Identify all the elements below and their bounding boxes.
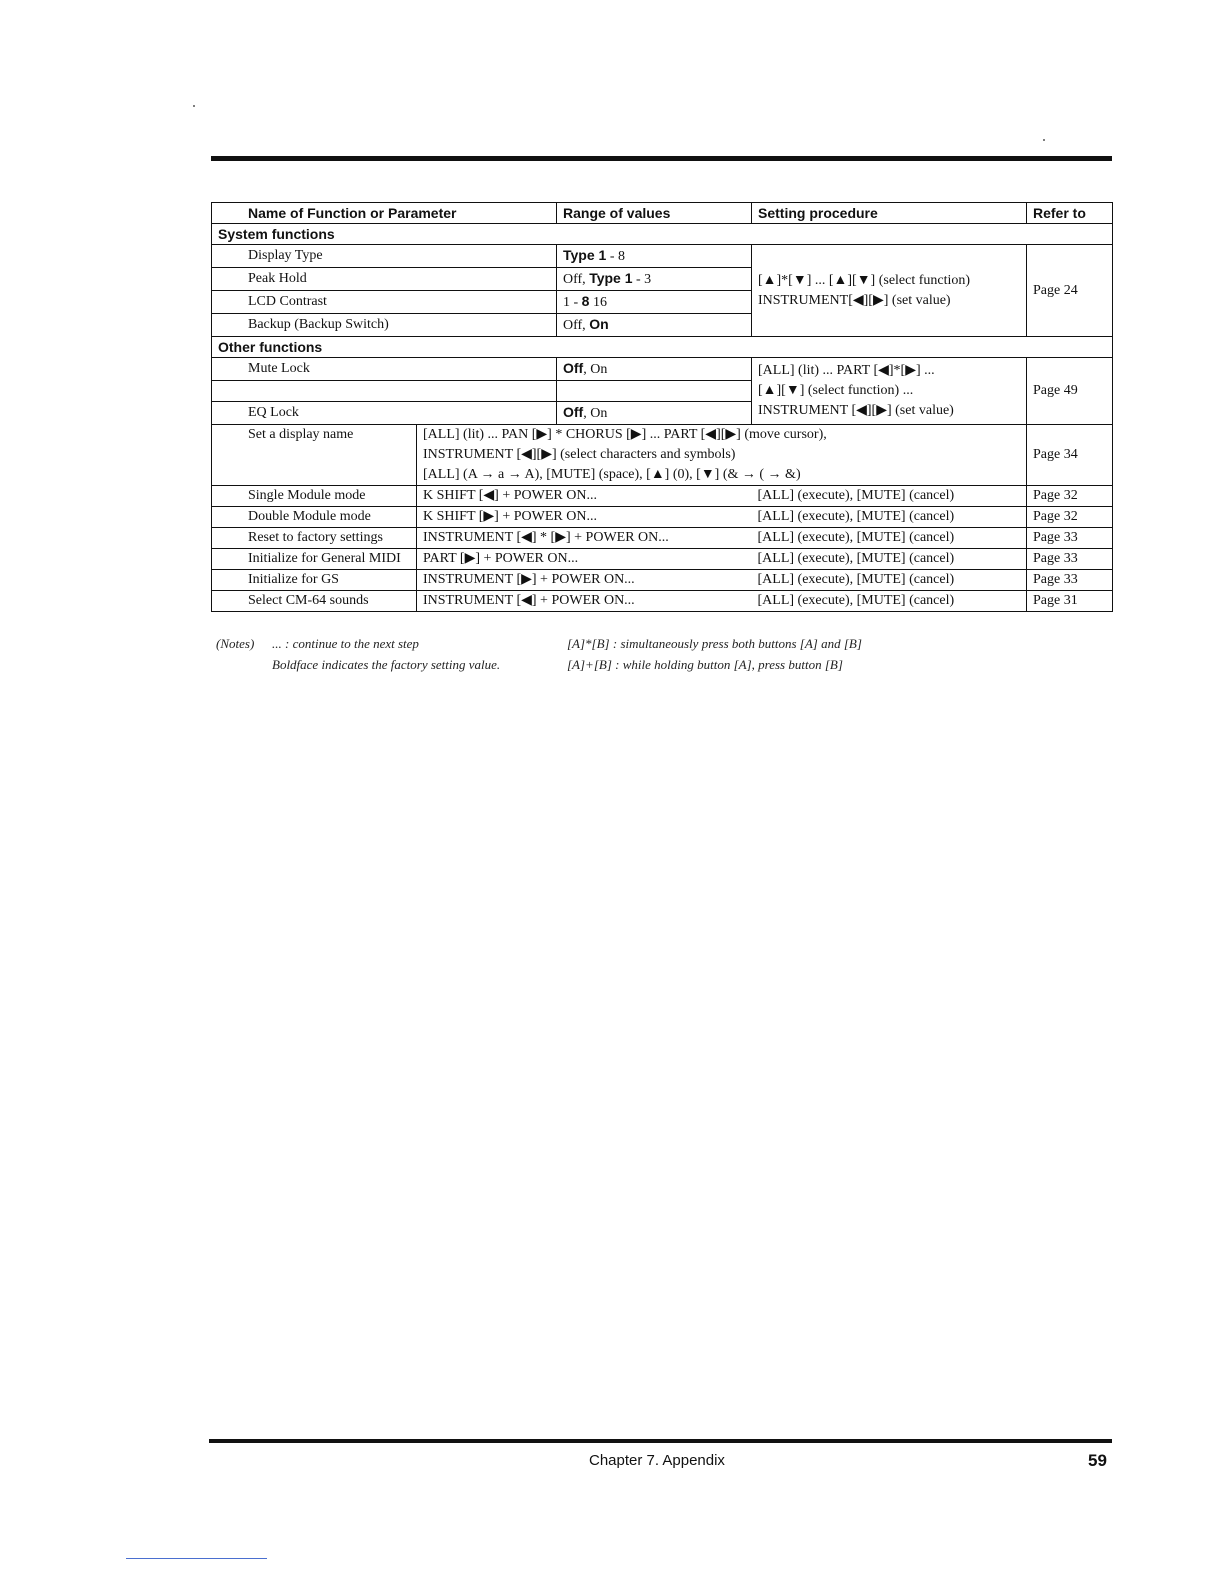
table-row (212, 245, 1113, 268)
footer-chapter-title: Chapter 7. Appendix (589, 1452, 725, 1469)
param-procedure: K SHIFT [◀] + POWER ON... (417, 486, 752, 507)
section-title-system: System functions (212, 224, 1113, 245)
param-action: [ALL] (execute), [MUTE] (cancel) (752, 486, 1027, 507)
notes-boldface: Boldface indicates the factory setting value. (272, 657, 501, 672)
param-procedure: PART [▶] + POWER ON... (417, 549, 752, 570)
function-parameter-table (211, 202, 1113, 612)
param-range: Type 1 - 8 (557, 245, 752, 268)
table-row (212, 486, 1113, 507)
table-row (212, 549, 1113, 570)
param-procedure: INSTRUMENT [▶] + POWER ON... (417, 570, 752, 591)
table-row (212, 570, 1113, 591)
header-name: Name of Function or Parameter (212, 203, 557, 224)
param-name: Select CM-64 sounds (212, 591, 417, 612)
header-procedure: Setting procedure (752, 203, 1027, 224)
notes-simultaneous: [A]*[B] : simultaneously press both buttons [A] and [B] (567, 636, 862, 651)
param-refer: Page 31 (1027, 591, 1113, 612)
table-row (212, 528, 1113, 549)
param-name: Initialize for General MIDI (212, 549, 417, 570)
param-refer: Page 33 (1027, 528, 1113, 549)
param-name: Set a display name (212, 425, 417, 486)
param-action: [ALL] (execute), [MUTE] (cancel) (752, 549, 1027, 570)
system-procedure: [▲]*[▼] ... [▲][▼] (select function) INSTRUMENT[◀][▶] (set value) (752, 245, 1027, 337)
param-range: Off, Type 1 - 3 (557, 268, 752, 291)
param-range: Off, On (557, 358, 752, 381)
param-name: Peak Hold (212, 268, 557, 291)
param-name: Backup (Backup Switch) (212, 314, 557, 337)
other-refer: Page 49 (1027, 358, 1113, 425)
notes-label: (Notes) (216, 636, 255, 651)
param-name: Double Module mode (212, 507, 417, 528)
table-header-row (212, 203, 1113, 224)
other-procedure: [ALL] (lit) ... PART [◀]*[▶] ... [▲][▼] (select function) ... INSTRUMENT [◀][▶] (set value) (752, 358, 1027, 425)
param-action: [ALL] (execute), [MUTE] (cancel) (752, 528, 1027, 549)
section-row-other (212, 337, 1113, 358)
param-name: Mute Lock (212, 358, 557, 381)
param-refer: Page 32 (1027, 507, 1113, 528)
scan-speck (1043, 139, 1045, 141)
table-row (212, 591, 1113, 612)
scan-artifact-line (126, 1558, 267, 1559)
param-procedure: INSTRUMENT [◀] + POWER ON... (417, 591, 752, 612)
bottom-rule (209, 1439, 1112, 1443)
table-row (212, 358, 1113, 381)
param-refer: Page 32 (1027, 486, 1113, 507)
param-name: Single Module mode (212, 486, 417, 507)
display-name-procedure: [ALL] (lit) ... PAN [▶] * CHORUS [▶] ... PART [◀][▶] (move cursor), INSTRUMENT [◀][▶] (select characters and symbols) [ALL] (A → a → A), [MUTE] (space), [▲] (0), [▼] (& → ( → &) (417, 425, 1027, 486)
header-refer: Refer to (1027, 203, 1113, 224)
section-title-other: Other functions (212, 337, 1113, 358)
display-name-refer: Page 34 (1027, 425, 1113, 486)
param-procedure: K SHIFT [▶] + POWER ON... (417, 507, 752, 528)
top-rule (211, 156, 1112, 161)
param-action: [ALL] (execute), [MUTE] (cancel) (752, 507, 1027, 528)
param-action: [ALL] (execute), [MUTE] (cancel) (752, 570, 1027, 591)
param-procedure: INSTRUMENT [◀] * [▶] + POWER ON... (417, 528, 752, 549)
notes-continue: ... : continue to the next step (272, 636, 419, 651)
param-range: Off, On (557, 402, 752, 425)
param-refer: Page 33 (1027, 570, 1113, 591)
param-range: Off, On (557, 314, 752, 337)
table-row (212, 507, 1113, 528)
param-refer: Page 33 (1027, 549, 1113, 570)
param-range: 1 - 8 16 (557, 291, 752, 314)
param-name: Reset to factory settings (212, 528, 417, 549)
param-action: [ALL] (execute), [MUTE] (cancel) (752, 591, 1027, 612)
section-row-system (212, 224, 1113, 245)
scan-speck (193, 105, 195, 107)
system-refer: Page 24 (1027, 245, 1113, 337)
page-number: 59 (1088, 1451, 1107, 1470)
param-name: LCD Contrast (212, 291, 557, 314)
notes-holding: [A]+[B] : while holding button [A], press button [B] (567, 657, 843, 672)
header-range: Range of values (557, 203, 752, 224)
table-row-display-name (212, 425, 1113, 486)
param-name: Display Type (212, 245, 557, 268)
param-name: EQ Lock (212, 402, 557, 425)
param-name: Initialize for GS (212, 570, 417, 591)
